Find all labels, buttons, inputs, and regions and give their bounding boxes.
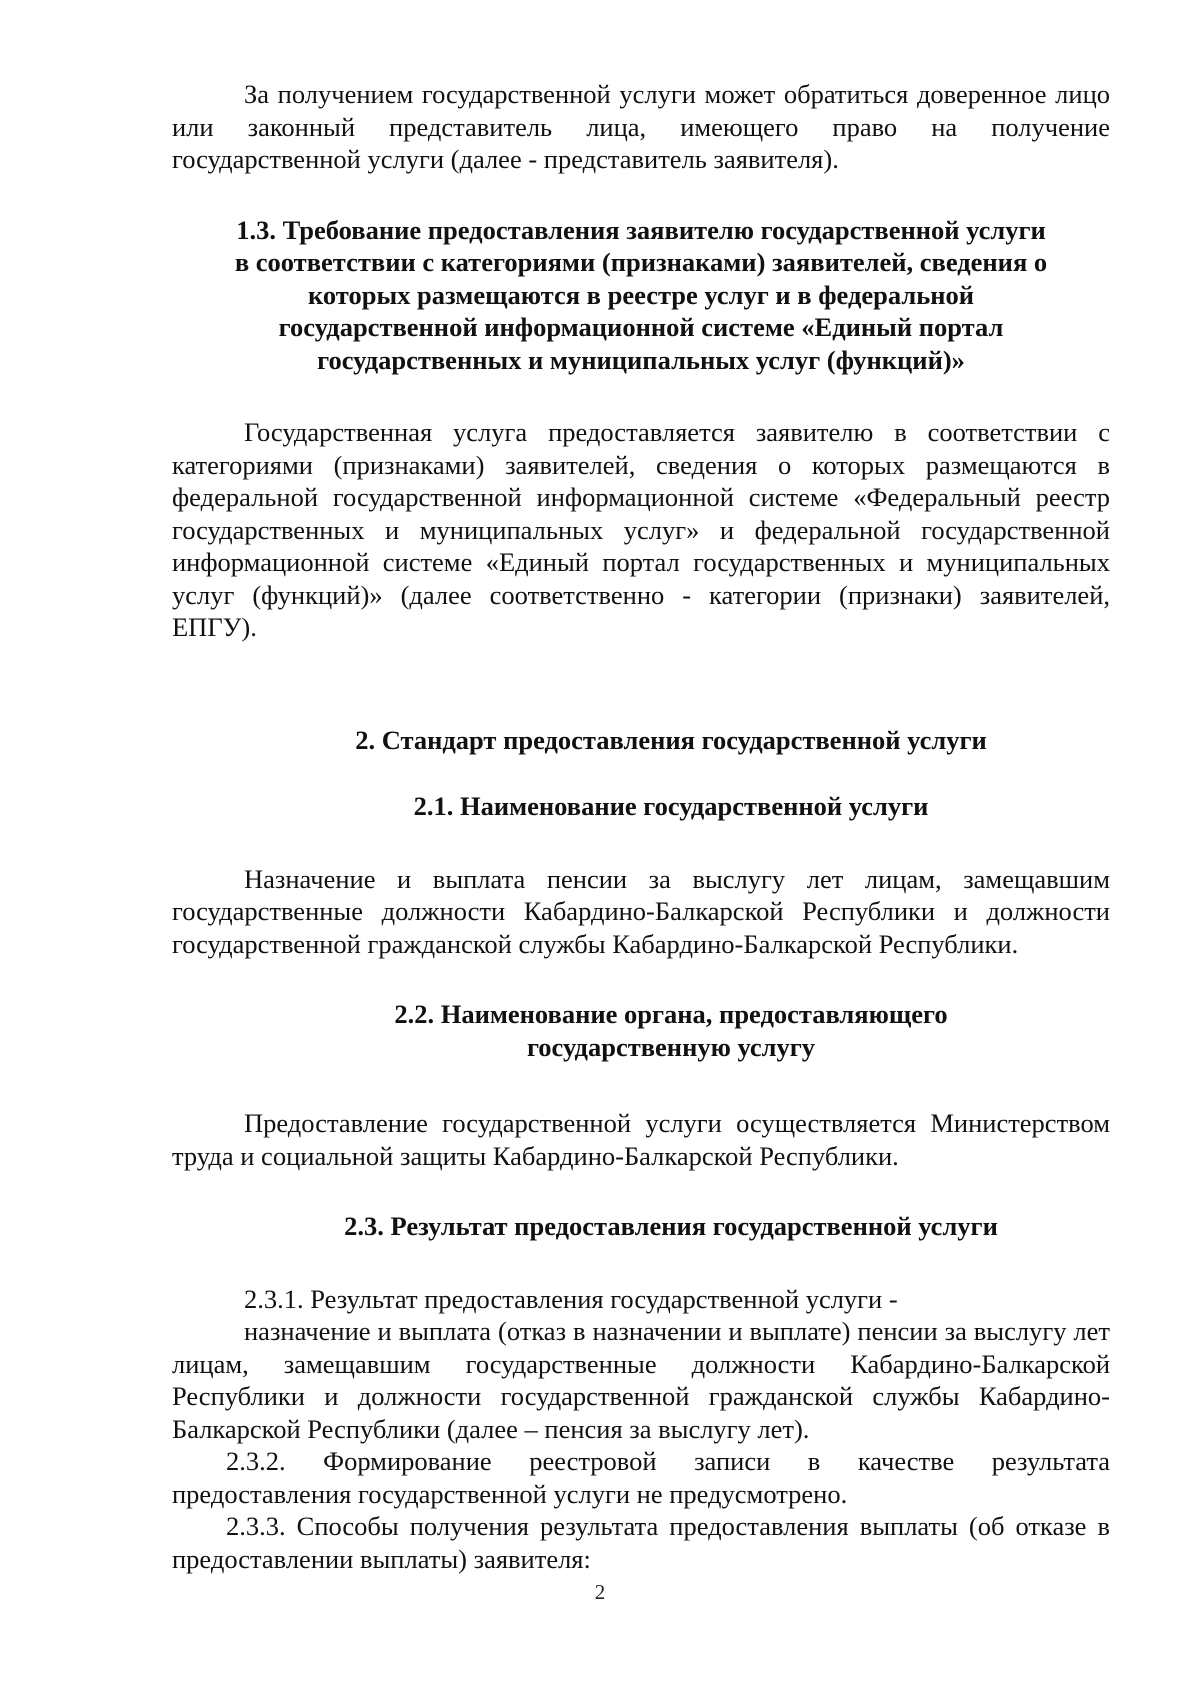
document-page: [172, 78, 1110, 1575]
section-2-3-heading: 2.3. Результат предоставления государственной услуги: [344, 1211, 998, 1241]
section-2-2-heading: 2.2. Наименование органа, предоставляющего государственную услугу: [394, 999, 948, 1062]
item-2-3-1-text: назначение и выплата (отказ в назначении и выплате) пенсии за выслугу лет лицам, замещавшим государственные должности Кабардино-Балкарской Республики и должности государственной гражданской службы Кабардино-Балкарской Республики (далее – пенсия за выслугу лет).: [172, 1316, 1110, 1444]
page-number: 2: [594, 1580, 606, 1604]
item-2-3-3: 2.3.3. Способы получения результата предоставления выплаты (об отказе в предоставлении выплаты) заявителя:: [172, 1511, 1110, 1574]
section-2-1-paragraph: Назначение и выплата пенсии за выслугу лет лицам, замещавшим государственные должности Кабардино-Балкарской Республики и должности государственной гражданской службы Кабардино-Балкарской Республики.: [172, 863, 1110, 959]
intro-paragraph: За получением государственной услуги может обратиться доверенное лицо или законный представитель лица, имеющего право на получение государственной услуги (далее - представитель заявителя).: [172, 79, 1110, 174]
section-2-2-paragraph: Предоставление государственной услуги осуществляется Министерством труда и социальной защиты Кабардино-Балкарской Республики.: [172, 1108, 1110, 1171]
section-2-heading: 2. Стандарт предоставления государственной услуги: [355, 724, 987, 755]
item-2-3-1-lead: 2.3.1. Результат предоставления государственной услуги -: [244, 1283, 898, 1314]
section-1-3-heading: 1.3. Требование предоставления заявителю государственной услуги в соответствии с категориями (признаками) заявителей, сведения о которых размещаются в реестре услуг и в федеральной государственной информационной системе «Единый портал государственных и муниципальных услуг (функций)»: [234, 214, 1048, 375]
section-2-1-heading: 2.1. Наименование государственной услуги: [413, 791, 929, 821]
item-2-3-2: 2.3.2. Формирование реестровой записи в качестве результата предоставления государственной услуги не предусмотрено.: [172, 1446, 1110, 1509]
section-1-3-paragraph: Государственная услуга предоставляется заявителю в соответствии с категориями (признаками) заявителей, сведения о которых размещаются в федеральной государственной информационной системе «Федеральный реестр государственных и муниципальных услуг» и федеральной государственной информационной системе «Единый портал государственных и муниципальных услуг (функций)» (далее соответственно - категории (признаки) заявителей, ЕПГУ).: [172, 417, 1110, 642]
